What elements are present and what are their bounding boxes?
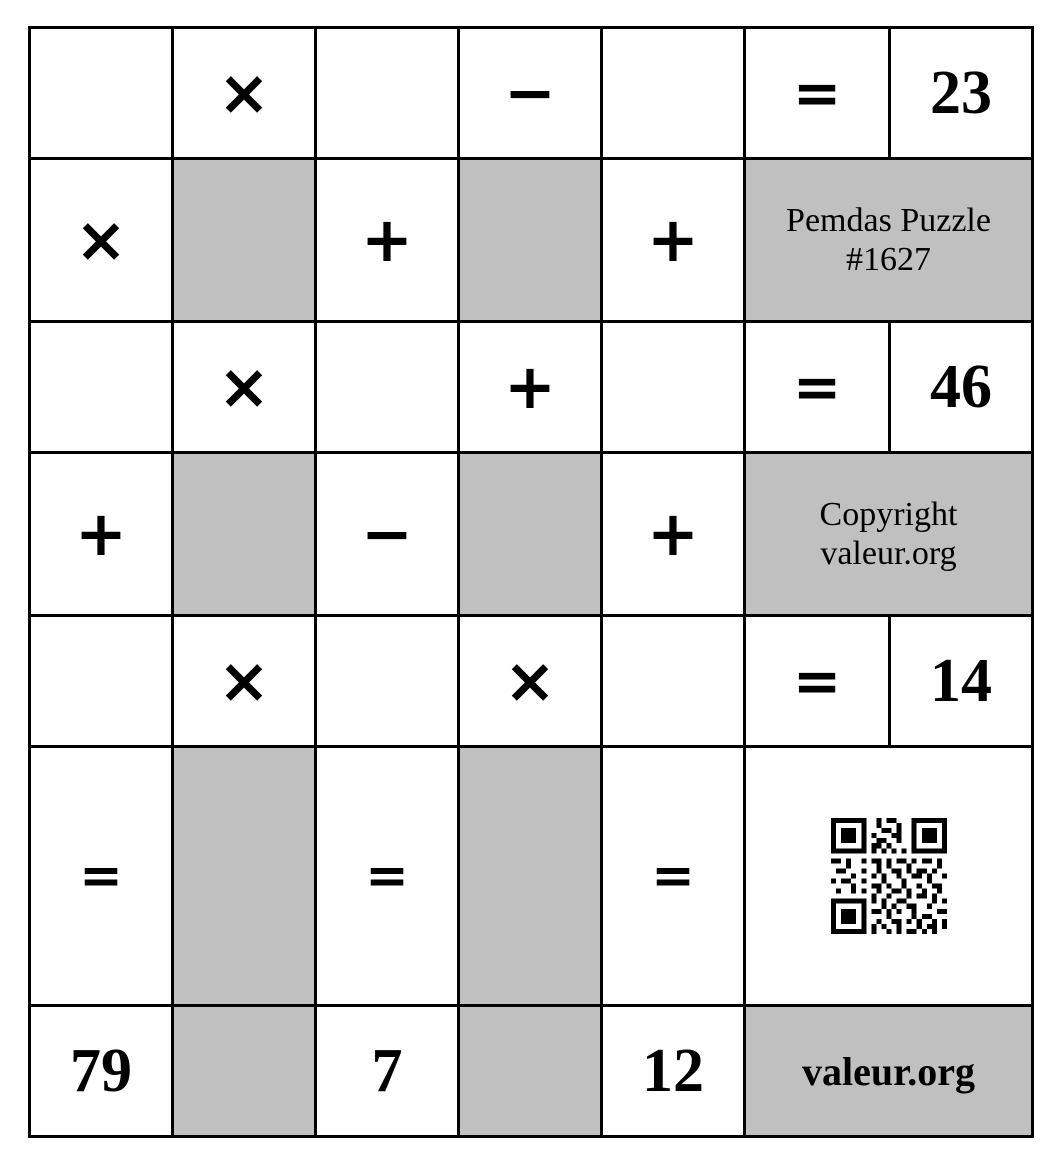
result-cell-row1: 23 <box>890 28 1033 159</box>
equals-cell-row3: = <box>745 322 890 453</box>
puzzle-title-line1: Pemdas Puzzle <box>786 201 991 239</box>
puzzle-grid <box>28 26 1034 1138</box>
copyright-notice <box>745 452 1033 615</box>
table-row <box>30 746 1033 1005</box>
answer-cell-r3c5[interactable] <box>602 322 745 453</box>
answer-cell-r5c5[interactable] <box>602 616 745 747</box>
shaded-cell-r4c2 <box>173 452 316 615</box>
table-row <box>30 28 1033 159</box>
answer-cell-r1c3[interactable] <box>316 28 459 159</box>
column-total-c3: 7 <box>316 1006 459 1137</box>
answer-cell-r3c1[interactable] <box>30 322 173 453</box>
answer-cell-r1c5[interactable] <box>602 28 745 159</box>
operator-cell-r3c4: + <box>459 322 602 453</box>
copyright-line2: valeur.org <box>820 534 957 572</box>
answer-cell-r3c3[interactable] <box>316 322 459 453</box>
shaded-cell-r7c2 <box>173 1006 316 1137</box>
qr-code-icon[interactable] <box>745 746 1033 1005</box>
shaded-cell-r6c2 <box>173 746 316 1005</box>
copyright-line1: Copyright <box>819 495 958 533</box>
table-row <box>30 322 1033 453</box>
column-total-c1: 79 <box>30 1006 173 1137</box>
operator-cell-r2c3: + <box>316 158 459 321</box>
result-cell-row3: 46 <box>890 322 1033 453</box>
operator-cell-r4c3: − <box>316 452 459 615</box>
operator-cell-r3c2: × <box>173 322 316 453</box>
shaded-cell-r2c4 <box>459 158 602 321</box>
pemdas-puzzle <box>28 26 1032 1138</box>
table-row <box>30 452 1033 615</box>
table-row <box>30 1006 1033 1137</box>
equals-cell-c5: = <box>602 746 745 1005</box>
equals-cell-c1: = <box>30 746 173 1005</box>
answer-cell-r5c3[interactable] <box>316 616 459 747</box>
puzzle-title <box>745 158 1033 321</box>
shaded-cell-r7c4 <box>459 1006 602 1137</box>
operator-cell-r5c2: × <box>173 616 316 747</box>
table-row <box>30 616 1033 747</box>
table-row <box>30 158 1033 321</box>
shaded-cell-r6c4 <box>459 746 602 1005</box>
operator-cell-r4c1: + <box>30 452 173 615</box>
shaded-cell-r4c4 <box>459 452 602 615</box>
brand-label[interactable]: valeur.org <box>745 1006 1033 1137</box>
column-total-c5: 12 <box>602 1006 745 1137</box>
answer-cell-r1c1[interactable] <box>30 28 173 159</box>
operator-cell-r1c4: − <box>459 28 602 159</box>
equals-cell-row5: = <box>745 616 890 747</box>
result-cell-row5: 14 <box>890 616 1033 747</box>
equals-cell-c3: = <box>316 746 459 1005</box>
operator-cell-r4c5: + <box>602 452 745 615</box>
operator-cell-r2c1: × <box>30 158 173 321</box>
equals-cell-row1: = <box>745 28 890 159</box>
operator-cell-r1c2: × <box>173 28 316 159</box>
answer-cell-r5c1[interactable] <box>30 616 173 747</box>
shaded-cell-r2c2 <box>173 158 316 321</box>
operator-cell-r2c5: + <box>602 158 745 321</box>
puzzle-title-line2: #1627 <box>846 240 931 278</box>
operator-cell-r5c4: × <box>459 616 602 747</box>
qr-code-holder <box>746 748 1031 1004</box>
qr-code-svg <box>817 813 961 939</box>
